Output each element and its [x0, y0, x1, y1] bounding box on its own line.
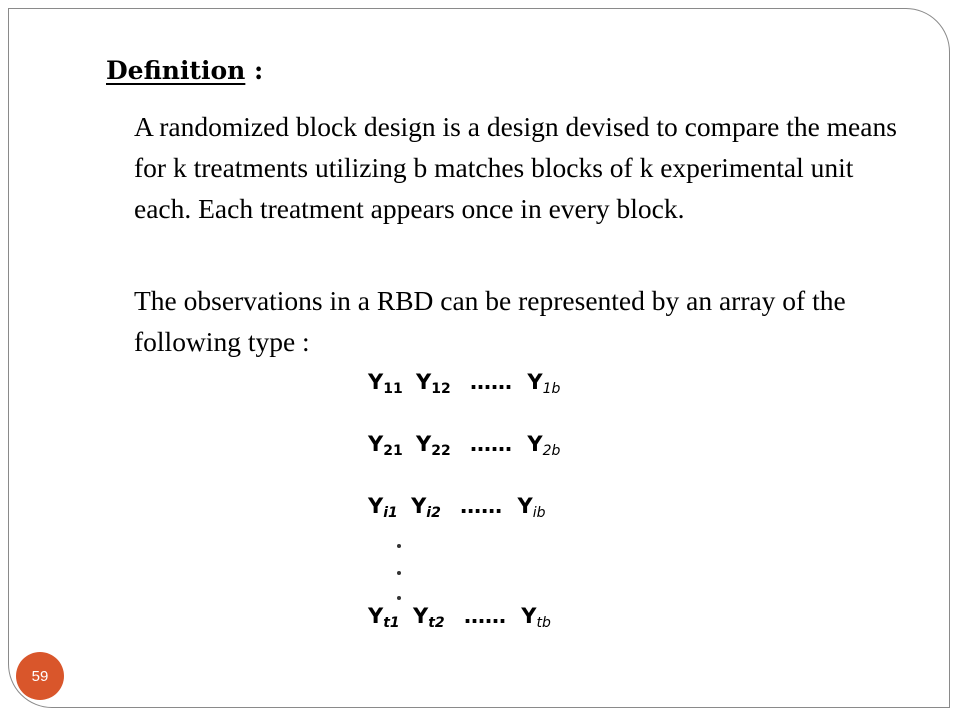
array-row-2 [368, 432, 566, 459]
array-cell: $Y_{22}$ [416, 432, 451, 459]
array-cell: $Y_{tb}$ [521, 604, 551, 631]
definition-paragraph: A randomized block design is a design devised to compare the means for k treatments utilizing b matches blocks of k experimental unit each. Each treatment appears once in every block. [134, 111, 897, 224]
array-ellipsis: …… [463, 604, 506, 628]
definition-heading-text: Definition [106, 56, 246, 85]
definition-heading-colon: : [245, 56, 264, 85]
observations-paragraph: The observations in a RBD can be represented by an array of the following type : [134, 285, 846, 357]
array-cell: $Y_{11}$ [368, 370, 403, 397]
array-cell: $Y_{21}$ [368, 432, 403, 459]
array-row-t [368, 604, 557, 631]
array-ellipsis: …… [470, 432, 513, 456]
array-cell: $Y_{t2}$ [412, 604, 445, 631]
vertical-dot [397, 596, 401, 600]
vertical-dot [397, 571, 401, 575]
definition-heading [106, 56, 263, 85]
array-cell: $Y_{2b}$ [527, 432, 561, 459]
array-ellipsis: …… [460, 494, 503, 518]
vertical-dot [397, 544, 401, 548]
array-cell: $Y_{1b}$ [527, 370, 561, 397]
array-cell: $Y_{ib}$ [517, 494, 546, 521]
array-ellipsis: …… [470, 370, 513, 394]
array-cell: $Y_{t1}$ [368, 604, 400, 631]
page-number-badge: 59 [16, 652, 64, 700]
array-row-1 [368, 370, 566, 397]
array-cell: $Y_{i2}$ [411, 494, 441, 521]
array-cell: $Y_{i1}$ [368, 494, 398, 521]
array-row-i [368, 494, 551, 521]
array-cell: $Y_{12}$ [416, 370, 451, 397]
